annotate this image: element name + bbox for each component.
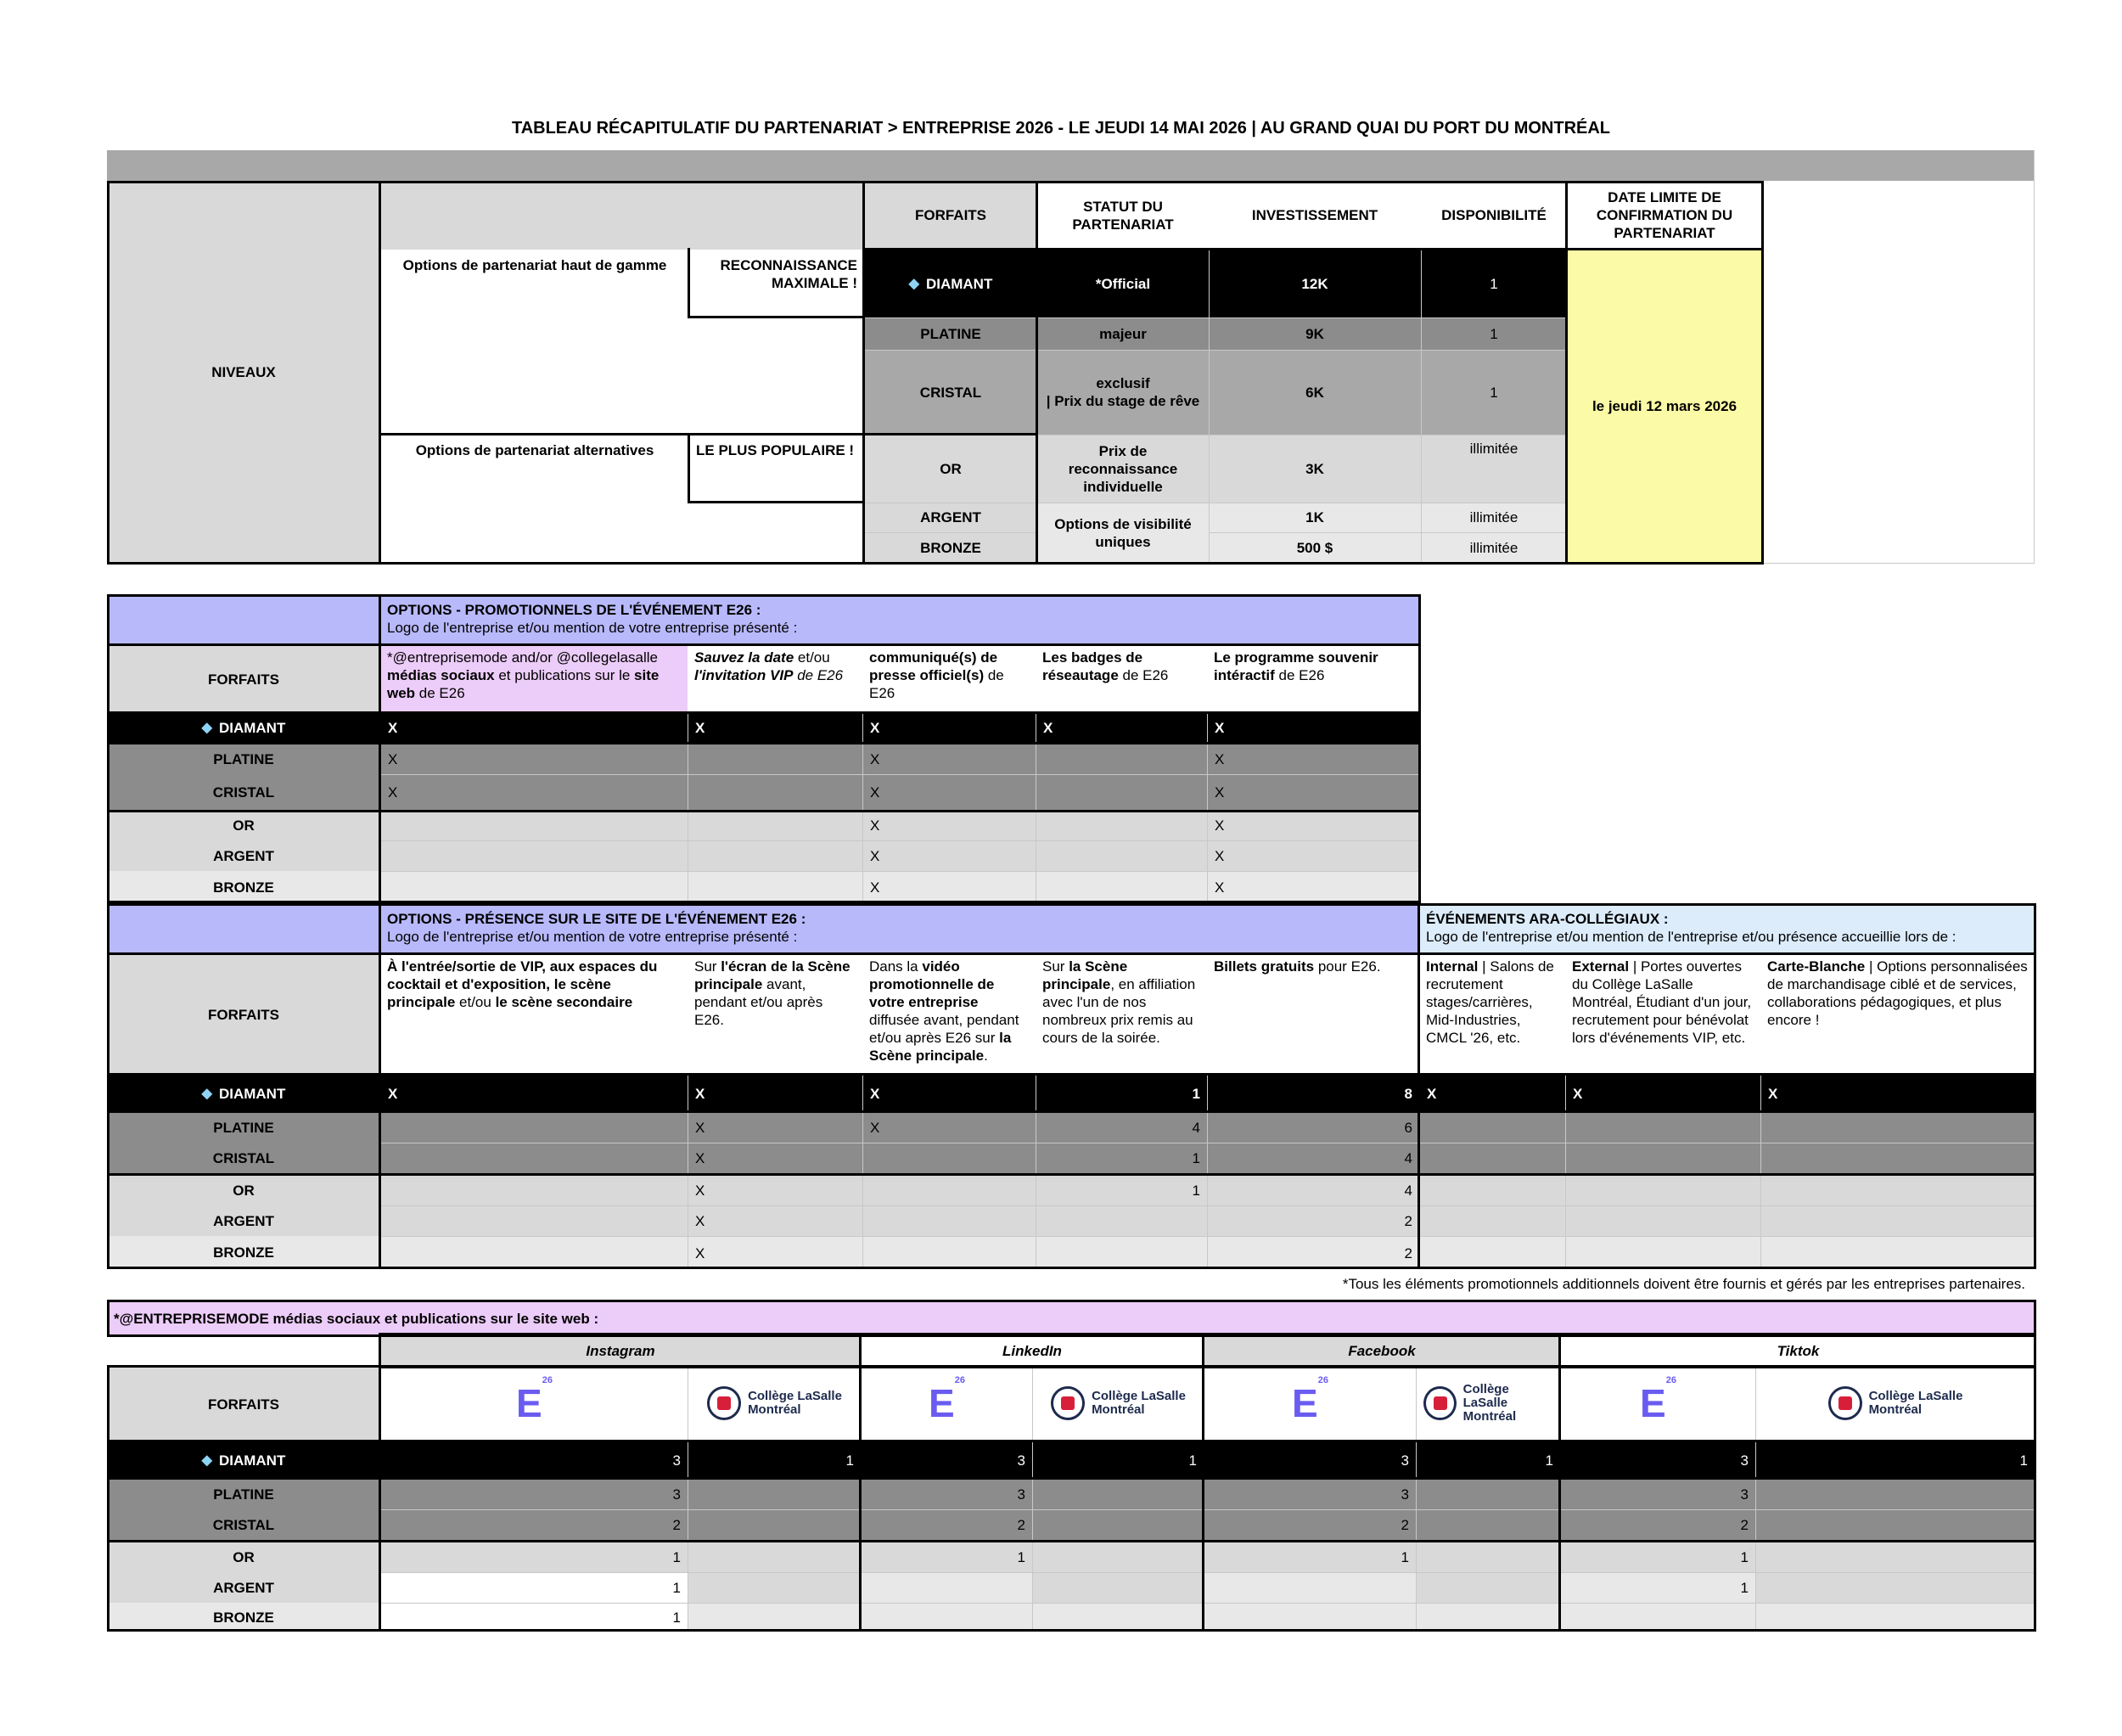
forfait-cristal: CRISTAL <box>864 350 1037 435</box>
page-title: TABLEAU RÉCAPITULATIF DU PARTENARIAT > ENTREPRISE 2026 - LE JEUDI 14 MAI 2026 | AU GRAND QUAI DU PORT DU MONTRÉAL <box>511 119 1611 138</box>
table-cell <box>1419 1205 1565 1236</box>
table-cell: X <box>688 1143 862 1173</box>
diamond-icon: ◆ <box>201 1452 212 1468</box>
forfait-label: DIAMANT <box>218 719 286 736</box>
table-cell: X <box>862 810 1036 840</box>
forfait-argent <box>107 1205 380 1236</box>
forfait-platine <box>107 1112 380 1143</box>
platform-tiktok: Tiktok <box>1777 1342 1820 1359</box>
forfait-diamant <box>107 713 380 742</box>
table-cell: X <box>688 1236 862 1269</box>
col-prix: Sur la Scène principale, en affiliation avec l'un de nos nombreux prix remis au cours de la soirée. <box>1042 958 1196 1046</box>
table-cell <box>1032 1542 1204 1572</box>
forfait-label: PLATINE <box>213 750 274 767</box>
table-cell: X <box>380 1075 688 1112</box>
header-band <box>107 150 2035 181</box>
forfait-label: BRONZE <box>213 1609 274 1626</box>
table-cell: X <box>862 1075 1036 1112</box>
dispo-cell: 1 <box>1421 350 1567 435</box>
table-cell: 1 <box>380 1542 688 1572</box>
table-cell <box>861 1572 1032 1603</box>
forfait-argent <box>107 1572 380 1603</box>
dispo-cell: 1 <box>1421 317 1567 350</box>
forfait-bronze <box>107 871 380 903</box>
table-cell: 2 <box>1207 1236 1419 1269</box>
table-cell <box>1416 1572 1560 1603</box>
table-cell <box>1755 1603 2035 1632</box>
forfait-cristal <box>107 1143 380 1173</box>
table-cell <box>1416 1479 1560 1509</box>
header-forfaits: FORFAITS <box>864 181 1037 250</box>
header-statut: STATUT DU PARTENARIAT <box>1072 198 1174 233</box>
footnote: *Tous les éléments promotionnels additionnels doivent être fournis et gérés par les entreprises partenaires. <box>1342 1276 2025 1292</box>
table-cell <box>688 810 862 840</box>
table-cell <box>1036 744 1207 774</box>
header-date-limite: DATE LIMITE DE CONFIRMATION DU PARTENARIAT <box>1596 189 1733 241</box>
table-cell: X <box>688 713 862 742</box>
e26-logo <box>861 1367 1032 1440</box>
forfait-argent: ARGENT <box>864 503 1037 532</box>
table-cell <box>1760 1175 2035 1205</box>
table-cell: 2 <box>380 1509 688 1540</box>
header-blank <box>107 903 380 954</box>
forfait-label: PLATINE <box>213 1486 274 1503</box>
table-cell: X <box>1207 840 1419 871</box>
table-cell: X <box>688 1205 862 1236</box>
table-cell: X <box>1207 774 1419 810</box>
forfait-label: CRISTAL <box>212 1516 275 1533</box>
forfait-label: BRONZE <box>213 1244 274 1261</box>
table-cell: 4 <box>1036 1112 1207 1143</box>
forfait-platine <box>107 1479 380 1509</box>
table-cell: X <box>688 1112 862 1143</box>
table-cell <box>862 1143 1036 1173</box>
table-cell <box>1036 774 1207 810</box>
dispo-cell: illimitée <box>1421 435 1567 503</box>
table-cell: X <box>1760 1075 2035 1112</box>
table-cell: 4 <box>1207 1143 1419 1173</box>
table-cell: 1 <box>1036 1075 1207 1112</box>
niveaux-label: NIVEAUX <box>107 181 380 563</box>
statut-cell: majeur <box>1037 317 1209 350</box>
blank-header <box>380 181 864 250</box>
forfait-bronze <box>107 1236 380 1269</box>
forfait-argent <box>107 840 380 871</box>
dispo-cell: 1 <box>1421 250 1567 317</box>
col-internal: Internal | Salons de recrutement stages/carrières, Mid-Industries, CMCL '26, etc. <box>1426 958 1554 1046</box>
options-haut-de-gamme: Options de partenariat haut de gamme <box>402 257 667 273</box>
table-cell <box>1755 1509 2035 1540</box>
diamond-icon: ◆ <box>201 1086 212 1101</box>
date-limite-value: le jeudi 12 mars 2026 <box>1567 250 1762 563</box>
table-cell: X <box>862 1112 1036 1143</box>
forfait-label: OR <box>233 817 255 834</box>
section-header-title: OPTIONS - PRÉSENCE SUR LE SITE DE L'ÉVÉNEMENT E26 : <box>387 911 806 927</box>
table-cell <box>380 871 688 903</box>
table-cell: X <box>380 744 688 774</box>
table-cell: X <box>862 713 1036 742</box>
table-cell: X <box>688 1075 862 1112</box>
e26-logo-sup: 26 <box>1665 1375 1676 1385</box>
table-cell <box>862 1175 1036 1205</box>
table-cell <box>688 1572 861 1603</box>
table-cell: X <box>688 1175 862 1205</box>
e26-logo <box>380 1367 688 1440</box>
table-cell <box>688 1509 861 1540</box>
invest-cell: 6K <box>1209 350 1421 435</box>
section-header-sub: Logo de l'entreprise et/ou mention de votre entreprise présenté : <box>387 929 798 945</box>
forfaits-label: FORFAITS <box>107 954 380 1075</box>
forfaits-label: FORFAITS <box>107 1367 380 1441</box>
table-cell <box>1204 1572 1416 1603</box>
table-cell <box>1760 1143 2035 1173</box>
table-cell <box>688 1542 861 1572</box>
table-cell <box>1565 1175 1760 1205</box>
table-cell <box>1416 1603 1560 1632</box>
table-cell <box>1760 1112 2035 1143</box>
forfait-or <box>107 810 380 840</box>
table-cell: 6 <box>1207 1112 1419 1143</box>
table-cell: X <box>1419 1075 1565 1112</box>
invest-cell: 3K <box>1209 435 1421 503</box>
e26-logo <box>1204 1367 1416 1440</box>
table-cell: 2 <box>1207 1205 1419 1236</box>
table-cell <box>688 871 862 903</box>
table-cell <box>1204 1603 1416 1632</box>
table-cell: 1 <box>1560 1572 1755 1603</box>
table-cell <box>1419 1175 1565 1205</box>
e26-logo-letter: E <box>929 1381 955 1425</box>
table-cell <box>1419 1143 1565 1173</box>
forfait-diamant <box>107 1075 380 1112</box>
table-cell <box>380 1143 688 1173</box>
table-cell <box>688 840 862 871</box>
table-cell: 3 <box>861 1441 1032 1479</box>
forfait-or <box>107 1542 380 1572</box>
table-cell <box>688 774 862 810</box>
table-cell: 1 <box>1755 1441 2035 1479</box>
table-cell <box>1416 1542 1560 1572</box>
table-cell: 3 <box>380 1479 688 1509</box>
table-cell: 3 <box>861 1479 1032 1509</box>
col-medias-sociaux: *@entreprisemode and/or @collegelasalle médias sociaux et publications sur le site web de E26 <box>380 645 688 713</box>
header-blank <box>107 594 380 645</box>
section-header-title: OPTIONS - PROMOTIONNELS DE L'ÉVÉNEMENT E26 : <box>387 602 761 618</box>
forfait-bronze <box>107 1603 380 1632</box>
forfait-label: ARGENT <box>213 1212 274 1229</box>
invest-cell: 12K <box>1209 250 1421 317</box>
table-cell: 1 <box>1560 1542 1755 1572</box>
diamond-icon: ◆ <box>908 276 919 291</box>
table-cell: X <box>380 713 688 742</box>
invest-cell: 9K <box>1209 317 1421 350</box>
e26-logo-letter: E <box>1292 1381 1318 1425</box>
forfait-cristal <box>107 1509 380 1540</box>
platform-facebook: Facebook <box>1204 1334 1560 1367</box>
table-cell: X <box>862 871 1036 903</box>
table-cell <box>688 744 862 774</box>
table-cell: 1 <box>1416 1441 1560 1479</box>
logo-text-line: Collège LaSalle <box>1092 1389 1186 1403</box>
forfait-label: OR <box>233 1182 255 1199</box>
forfait-label: DIAMANT <box>218 1085 286 1102</box>
table-cell <box>1032 1509 1204 1540</box>
table-cell: X <box>1207 810 1419 840</box>
table-cell: X <box>1207 713 1419 742</box>
col-external: External | Portes ouvertes du Collège LaSalle Montréal, Étudiant d'un jour, recrutement pour bénévolat lors d'événements VIP, etc. <box>1572 958 1752 1046</box>
logo-text-line: Collège LaSalle <box>748 1389 842 1403</box>
col-carte-blanche: Carte-Blanche | Options personnalisées de marchandisage ciblé et de services, collaborations pédagogiques, et plus encore ! <box>1767 958 2028 1028</box>
table-cell <box>380 1112 688 1143</box>
table-cell <box>1760 1205 2035 1236</box>
e26-logo-letter: E <box>1640 1381 1666 1425</box>
forfait-platine <box>107 744 380 774</box>
forfait-label: PLATINE <box>213 1119 274 1136</box>
table-cell <box>862 1236 1036 1269</box>
table-cell <box>1565 1112 1760 1143</box>
table-cell <box>1036 840 1207 871</box>
section-header <box>380 594 1419 645</box>
logo-text-line: Montréal <box>1462 1409 1517 1424</box>
college-lasalle-logo <box>688 1367 861 1440</box>
statut-cell: Options de visibilité uniques <box>1037 503 1209 563</box>
forfait-diamant <box>107 1441 380 1479</box>
table-cell: X <box>1036 713 1207 742</box>
table-cell: 4 <box>1207 1175 1419 1205</box>
table-cell <box>1565 1205 1760 1236</box>
forfaits-label: FORFAITS <box>107 645 380 713</box>
forfait-or: OR <box>864 435 1037 503</box>
table-cell: 2 <box>1560 1509 1755 1540</box>
statut-cell: *Official <box>1037 250 1209 317</box>
table-cell: 1 <box>380 1572 688 1603</box>
table-cell <box>1036 871 1207 903</box>
statut-cell: Prix de reconnaissance individuelle <box>1037 435 1209 503</box>
dispo-cell: illimitée <box>1421 503 1567 532</box>
logo-text-line: Montréal <box>748 1402 801 1417</box>
diamond-icon: ◆ <box>201 720 212 735</box>
forfait-label: DIAMANT <box>925 275 993 292</box>
le-plus-populaire: LE PLUS POPULAIRE ! <box>696 442 855 458</box>
table-cell: X <box>862 744 1036 774</box>
forfait-diamant <box>864 250 1037 317</box>
col-communiques: communiqué(s) de presse officiel(s) de E26 <box>869 649 1004 701</box>
dispo-cell: illimitée <box>1421 532 1567 563</box>
table-cell: 1 <box>1036 1175 1207 1205</box>
table-cell: X <box>1565 1075 1760 1112</box>
col-entree-vip: À l'entrée/sortie de VIP, aux espaces du cocktail et d'exposition, le scène principale et/ou le scène secondaire <box>387 958 658 1010</box>
table-cell <box>380 840 688 871</box>
col-programme: Le programme souvenir intéractif de E26 <box>1214 649 1378 683</box>
table-cell <box>380 1205 688 1236</box>
e26-logo <box>1560 1367 1755 1440</box>
forfait-label: BRONZE <box>213 879 274 896</box>
para-header-sub: Logo de l'entreprise et/ou mention de l'entreprise et/ou présence accueillie lors de : <box>1426 929 1956 945</box>
col-sauvez-la-date: Sauvez la date et/ou l'invitation VIP de E26 <box>694 649 844 683</box>
invest-cell: 1K <box>1209 503 1421 532</box>
forfait-label: OR <box>233 1548 255 1565</box>
table-cell <box>1032 1603 1204 1632</box>
college-lasalle-logo <box>1416 1367 1560 1440</box>
forfait-label: CRISTAL <box>212 1149 275 1166</box>
forfait-label: ARGENT <box>213 1579 274 1596</box>
table-cell: 2 <box>861 1509 1032 1540</box>
table-cell <box>1755 1542 2035 1572</box>
table-cell: 3 <box>1560 1441 1755 1479</box>
col-ecran: Sur l'écran de la Scène principale avant, pendant et/ou après E26. <box>694 958 850 1028</box>
college-lasalle-emblem-icon <box>1423 1386 1457 1420</box>
forfait-label: DIAMANT <box>218 1452 286 1469</box>
forfait-cristal <box>107 774 380 810</box>
header-investissement: INVESTISSEMENT <box>1251 207 1378 223</box>
section-header <box>380 903 1419 954</box>
logo-text-line: Montréal <box>1868 1402 1923 1417</box>
table-cell: 3 <box>380 1441 688 1479</box>
col-badges: Les badges de réseautage de E26 <box>1042 649 1169 683</box>
table-cell: 1 <box>380 1603 688 1632</box>
reconnaissance-maximale: RECONNAISSANCE MAXIMALE ! <box>720 257 857 291</box>
table-cell <box>1416 1509 1560 1540</box>
section-header-sub: Logo de l'entreprise et/ou mention de votre entreprise présenté : <box>387 620 798 636</box>
table-cell <box>380 1175 688 1205</box>
table-cell <box>1036 1205 1207 1236</box>
forfait-label: CRISTAL <box>212 784 275 801</box>
table-cell <box>1560 1603 1755 1632</box>
table-cell: 1 <box>1032 1441 1204 1479</box>
table-cell <box>1565 1143 1760 1173</box>
table-cell <box>380 1236 688 1269</box>
table-cell <box>1032 1479 1204 1509</box>
table-cell: 1 <box>1036 1143 1207 1173</box>
table-cell: X <box>862 840 1036 871</box>
table-cell <box>1760 1236 2035 1269</box>
table-cell <box>1755 1479 2035 1509</box>
table-cell: X <box>380 774 688 810</box>
para-collegiaux-header <box>1419 903 2035 954</box>
logo-text-line: Collège LaSalle <box>1868 1389 1963 1403</box>
platform-linkedin: LinkedIn <box>1002 1342 1062 1359</box>
table-cell <box>1036 1236 1207 1269</box>
table-cell <box>688 1603 861 1632</box>
logo-text-line: Collège LaSalle <box>1462 1382 1509 1410</box>
table-cell <box>1565 1236 1760 1269</box>
invest-cell: 500 $ <box>1209 532 1421 563</box>
table-cell: X <box>1207 871 1419 903</box>
e26-logo-sup: 26 <box>954 1375 965 1385</box>
table-cell <box>1755 1572 2035 1603</box>
table-cell: X <box>1207 744 1419 774</box>
table-cell <box>380 810 688 840</box>
table-cell <box>862 1205 1036 1236</box>
table-cell <box>688 1479 861 1509</box>
e26-logo-sup: 26 <box>1317 1375 1328 1385</box>
forfait-bronze: BRONZE <box>864 532 1037 563</box>
table-cell: 1 <box>1204 1542 1416 1572</box>
college-lasalle-emblem-icon <box>1828 1386 1862 1420</box>
e26-logo-sup: 26 <box>542 1375 553 1385</box>
para-header-title: ÉVÉNEMENTS ARA-COLLÉGIAUX : <box>1426 911 1669 927</box>
statut-cell: exclusif | Prix du stage de rêve <box>1037 350 1209 435</box>
table-cell <box>1032 1572 1204 1603</box>
table-cell: X <box>862 774 1036 810</box>
col-video: Dans la vidéo promotionnelle de votre entreprise diffusée avant, pendant et/ou après E26 sur la Scène principale. <box>869 958 1019 1064</box>
table-cell: 1 <box>861 1542 1032 1572</box>
table-cell <box>1419 1236 1565 1269</box>
table-cell <box>861 1603 1032 1632</box>
forfait-platine: PLATINE <box>864 317 1037 350</box>
table-cell: 1 <box>688 1441 861 1479</box>
forfait-or <box>107 1175 380 1205</box>
logo-text-line: Montréal <box>1092 1402 1145 1417</box>
table-cell: 8 <box>1207 1075 1419 1112</box>
e26-logo-letter: E <box>516 1381 542 1425</box>
table-cell: 3 <box>1560 1479 1755 1509</box>
table-cell <box>1036 810 1207 840</box>
college-lasalle-emblem-icon <box>707 1386 741 1420</box>
forfait-label: ARGENT <box>213 847 274 864</box>
college-lasalle-logo <box>1032 1367 1204 1440</box>
platform-instagram: Instagram <box>380 1334 861 1367</box>
header-disponibilite: DISPONIBILITÉ <box>1441 207 1547 223</box>
section-header: *@ENTREPRISEMODE médias sociaux et publications sur le site web : <box>107 1302 2036 1334</box>
college-lasalle-logo <box>1755 1367 2035 1440</box>
options-alternatives: Options de partenariat alternatives <box>415 442 654 458</box>
table-cell: 3 <box>1204 1479 1416 1509</box>
college-lasalle-emblem-icon <box>1051 1386 1085 1420</box>
table-cell: 3 <box>1204 1441 1416 1479</box>
table-cell <box>1419 1112 1565 1143</box>
col-billets: Billets gratuits pour E26. <box>1214 958 1381 975</box>
table-cell: 2 <box>1204 1509 1416 1540</box>
